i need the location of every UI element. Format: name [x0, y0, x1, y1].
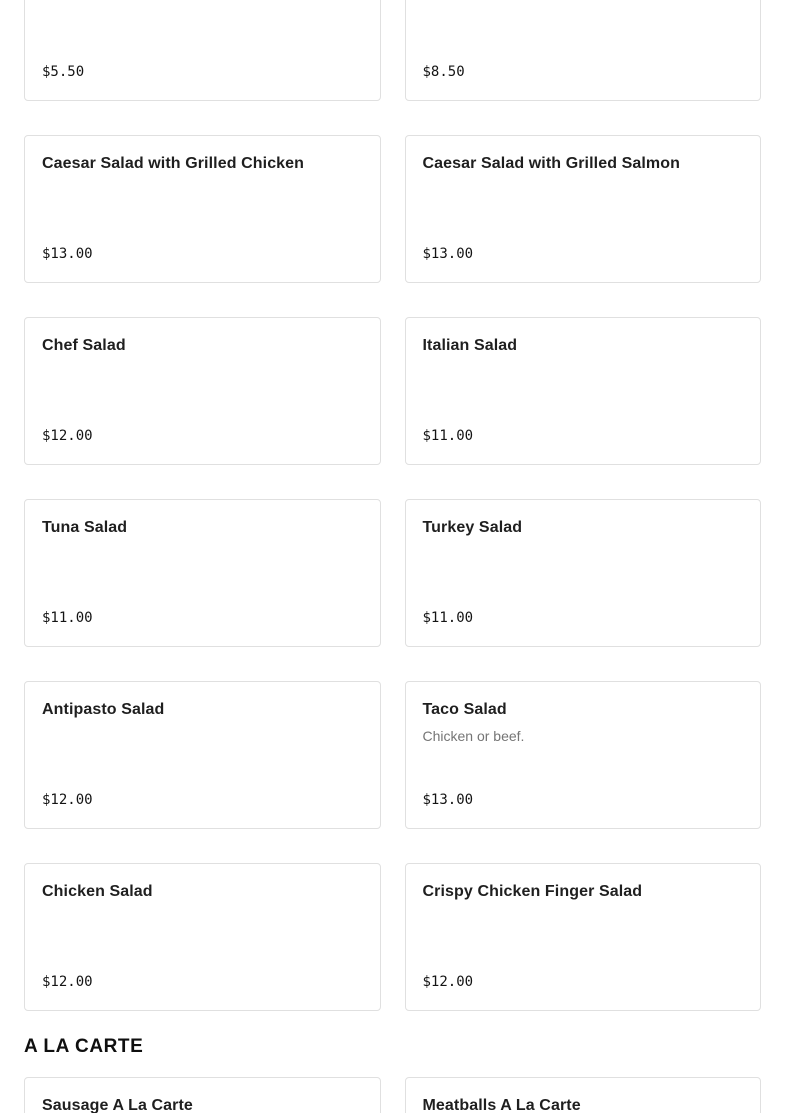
menu-item-card[interactable] — [405, 499, 762, 647]
menu-item-card[interactable] — [24, 0, 381, 101]
menu-item-name: Antipasto Salad — [42, 701, 165, 718]
menu-item-price: $12.00 — [42, 428, 93, 444]
menu-item-name: Meatballs A La Carte — [422, 1097, 581, 1113]
menu-item-card[interactable] — [405, 863, 762, 1011]
menu-item-price: $11.00 — [422, 610, 474, 626]
menu-item-price: $5.50 — [42, 64, 85, 80]
menu-item-card[interactable] — [24, 1077, 381, 1113]
menu-item-price: $13.00 — [42, 246, 93, 262]
menu-item-name: Crispy Chicken Finger Salad — [422, 883, 643, 900]
menu-item-card[interactable] — [24, 863, 381, 1011]
menu-item-name: Turkey Salad — [422, 519, 523, 536]
menu-item-name: Italian Salad — [422, 337, 518, 354]
menu-item-card[interactable] — [405, 135, 762, 283]
menu-item-name: Taco Salad — [422, 701, 507, 718]
menu-section-salads — [24, 0, 761, 1011]
menu-item-description: Chicken or beef. — [422, 728, 525, 744]
menu-item-name: Caesar Salad with Grilled Chicken — [42, 155, 305, 172]
menu-item-name: Tuna Salad — [42, 519, 128, 536]
menu-item-name: Caesar Salad with Grilled Salmon — [422, 155, 681, 172]
section-heading: A LA CARTE — [24, 1036, 144, 1057]
menu-item-name: Chicken Salad — [42, 883, 153, 900]
menu-item-card[interactable] — [405, 0, 762, 101]
menu-item-price: $13.00 — [422, 792, 474, 808]
menu-item-price: $11.00 — [42, 610, 93, 626]
menu-item-name: Chef Salad — [42, 337, 126, 354]
menu-item-card[interactable] — [405, 1077, 762, 1113]
menu-item-card[interactable] — [24, 499, 381, 647]
menu-item-card[interactable] — [405, 681, 762, 829]
menu-item-price: $12.00 — [42, 792, 93, 808]
menu-section-a-la-carte — [24, 1037, 761, 1113]
menu-item-name: Sausage A La Carte — [42, 1097, 193, 1113]
menu-item-card[interactable] — [24, 681, 381, 829]
menu-item-price: $13.00 — [422, 246, 474, 262]
menu-item-price: $11.00 — [422, 428, 474, 444]
menu-item-card[interactable] — [24, 317, 381, 465]
menu-grid — [24, 0, 761, 1011]
menu-item-price: $12.00 — [42, 974, 93, 990]
menu-item-card[interactable] — [405, 317, 762, 465]
menu-grid — [24, 1077, 761, 1113]
menu-item-card[interactable] — [24, 135, 381, 283]
menu-item-price: $12.00 — [422, 974, 474, 990]
menu-item-price: $8.50 — [422, 64, 465, 80]
